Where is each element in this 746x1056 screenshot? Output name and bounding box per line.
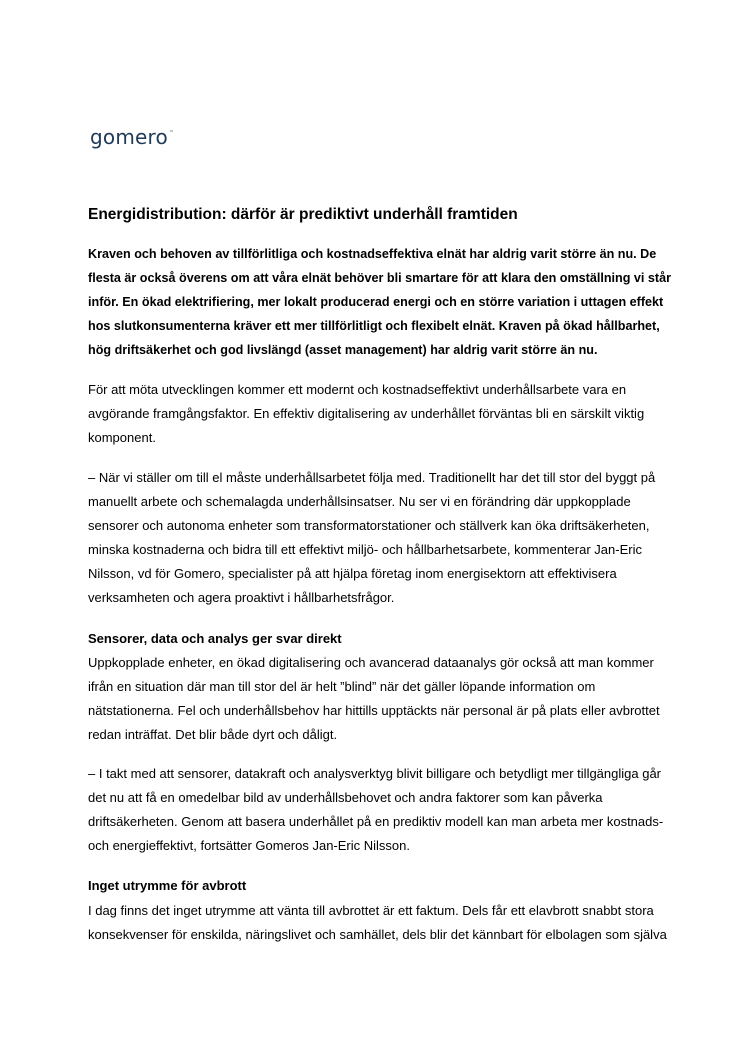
section-heading-sensors: Sensorer, data och analys ger svar direkt xyxy=(88,631,342,646)
logo-wordmark: gomero xyxy=(90,125,168,149)
paragraph-3 xyxy=(88,651,660,747)
text-line: konsekvenser för enskilda, näringslivet och samhället, dels blir det kännbart för elbolagen som själva xyxy=(88,927,667,942)
paragraph-5 xyxy=(88,899,667,947)
text-line: sensorer och autonoma enheter som transformatorstationer och ställverk kan öka driftsäkerheten, xyxy=(88,518,650,533)
company-logo xyxy=(90,122,174,152)
paragraph-1 xyxy=(88,378,644,450)
text-line: – I takt med att sensorer, datakraft och analysverktyg blivit billigare och betydligt mer tillgängliga går xyxy=(88,766,662,781)
text-line: hög driftsäkerhet och god livslängd (asset management) har aldrig varit större än nu. xyxy=(88,343,598,357)
paragraph-4 xyxy=(88,762,663,858)
text-line: redan inträffat. Det blir både dyrt och dåligt. xyxy=(88,727,338,742)
text-line: minska kostnaderna och bidra till ett effektivt miljö- och hållbarhetsarbete, kommenterar Jan-Eric xyxy=(88,542,642,557)
text-line: ifrån en situation där man till stor del är helt ”blind” när det gäller löpande information om xyxy=(88,679,596,694)
text-line: och energieffektivt, fortsätter Gomeros Jan-Eric Nilsson. xyxy=(88,838,410,853)
text-line: Kraven och behoven av tillförlitliga och kostnadseffektiva elnät har aldrig varit större än nu. De xyxy=(88,247,657,261)
text-line: För att möta utvecklingen kommer ett modernt och kostnadseffektivt underhållsarbete vara en xyxy=(88,382,627,397)
text-line: – När vi ställer om till el måste underhållsarbetet följa med. Traditionellt har det till stor del byggt på xyxy=(88,470,656,485)
section-heading-outages: Inget utrymme för avbrott xyxy=(88,878,247,893)
text-line: Uppkopplade enheter, en ökad digitalisering och avancerad dataanalys gör också att man kommer xyxy=(88,655,654,670)
text-line: komponent. xyxy=(88,430,156,445)
text-line: Nilsson, vd för Gomero, specialister på att hjälpa företag inom energisektorn att effektivisera xyxy=(88,566,617,581)
text-line: det nu att få en omedelbar bild av underhållsbehovet och andra faktorer som kan påverka xyxy=(88,790,603,805)
text-line: I dag finns det inget utrymme att vänta till avbrottet är ett faktum. Dels får ett elavbrott snabbt stora xyxy=(88,903,654,918)
text-line: driftsäkerheten. Genom att basera underhållet på en prediktiv modell kan man arbeta mer kostnads- xyxy=(88,814,664,829)
article-title: Energidistribution: därför är prediktivt underhåll framtiden xyxy=(88,206,518,223)
text-line: avgörande framgångsfaktor. En effektiv digitalisering av underhållet förväntas bli en särskilt viktig xyxy=(88,406,645,421)
text-line: verksamheten och agera proaktivt i hållbarhetsfrågor. xyxy=(88,590,395,605)
trademark-symbol: ™ xyxy=(168,130,174,136)
text-line: flesta är också överens om att våra elnät behöver bli smartare för att klara den omställning vi står xyxy=(88,271,672,285)
text-line: inför. En ökad elektrifiering, mer lokalt producerad energi och en större variation i uttagen effekt xyxy=(88,295,664,309)
text-line: hos slutkonsumenterna kräver ett mer tillförlitligt och flexibelt elnät. Kraven på ökad hållbarhet, xyxy=(88,319,660,333)
paragraph-2 xyxy=(88,466,655,610)
text-line: manuellt arbete och schemalagda underhållsinsatser. Nu ser vi en förändring där uppkopplade xyxy=(88,494,631,509)
intro-paragraph xyxy=(88,242,671,362)
text-line: nätstationerna. Fel och underhållsbehov har hittills upptäckts när personal är på plats eller avbrottet xyxy=(88,703,660,718)
